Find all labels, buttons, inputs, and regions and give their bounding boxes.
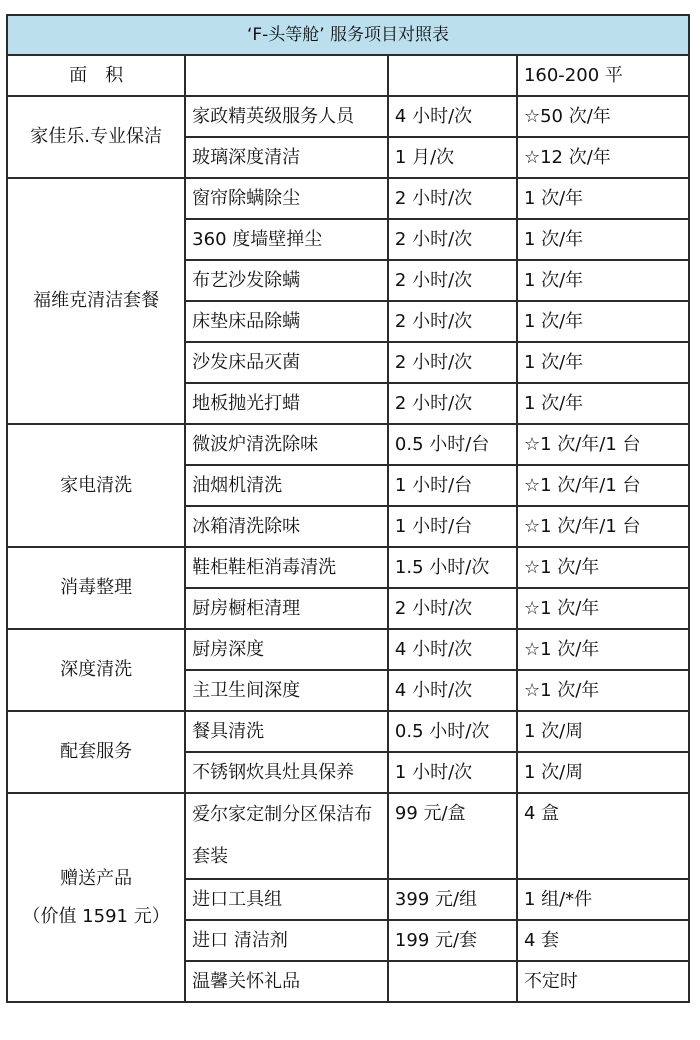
quantity-cell: 4 套 <box>517 920 689 961</box>
area-value: 160-200 平 <box>517 55 689 96</box>
frequency-cell: 2 小时/次 <box>388 588 517 629</box>
item-cell: 沙发床品灭菌 <box>185 342 388 383</box>
frequency-cell: 4 小时/次 <box>388 670 517 711</box>
table-title: ‘F-头等舱’ 服务项目对照表 <box>7 15 689 55</box>
quantity-cell: ☆50 次/年 <box>517 96 689 137</box>
table-row <box>7 96 689 137</box>
frequency-cell: 2 小时/次 <box>388 219 517 260</box>
quantity-cell: 1 次/年 <box>517 178 689 219</box>
quantity-cell: ☆12 次/年 <box>517 137 689 178</box>
quantity-cell: ☆1 次/年 <box>517 670 689 711</box>
item-cell: 微波炉清洗除味 <box>185 424 388 465</box>
item-cell: 布艺沙发除螨 <box>185 260 388 301</box>
frequency-cell: 2 小时/次 <box>388 301 517 342</box>
quantity-cell: 1 次/周 <box>517 752 689 793</box>
quantity-cell: ☆1 次/年/1 台 <box>517 424 689 465</box>
category-cell: 福维克清洁套餐 <box>7 178 185 424</box>
item-cell: 进口 清洁剂 <box>185 920 388 961</box>
category-cell: 深度清洗 <box>7 629 185 711</box>
frequency-cell: 2 小时/次 <box>388 342 517 383</box>
item-cell: 床垫床品除螨 <box>185 301 388 342</box>
price-cell: 99 元/盒 <box>388 793 517 879</box>
frequency-cell: 1 月/次 <box>388 137 517 178</box>
quantity-cell: ☆1 次/年/1 台 <box>517 506 689 547</box>
frequency-cell: 4 小时/次 <box>388 96 517 137</box>
frequency-cell: 1 小时/台 <box>388 465 517 506</box>
price-cell <box>388 961 517 1002</box>
item-cell: 进口工具组 <box>185 879 388 920</box>
table-row <box>7 178 689 219</box>
frequency-cell: 0.5 小时/次 <box>388 711 517 752</box>
item-cell: 360 度墙壁掸尘 <box>185 219 388 260</box>
quantity-cell: 1 次/年 <box>517 260 689 301</box>
quantity-cell: 1 组/*件 <box>517 879 689 920</box>
service-comparison-table <box>6 14 690 1003</box>
frequency-cell: 4 小时/次 <box>388 629 517 670</box>
quantity-cell: 1 次/年 <box>517 301 689 342</box>
quantity-cell: ☆1 次/年 <box>517 629 689 670</box>
frequency-cell: 2 小时/次 <box>388 178 517 219</box>
item-cell: 家政精英级服务人员 <box>185 96 388 137</box>
frequency-cell: 1 小时/台 <box>388 506 517 547</box>
quantity-cell: ☆1 次/年 <box>517 588 689 629</box>
item-cell: 不锈钢炊具灶具保养 <box>185 752 388 793</box>
price-cell: 199 元/套 <box>388 920 517 961</box>
gifts-value-label: （价值 1591 元） <box>22 905 170 927</box>
table-row <box>7 424 689 465</box>
table-row <box>7 629 689 670</box>
item-cell: 厨房深度 <box>185 629 388 670</box>
table-row <box>7 711 689 752</box>
service-table-container <box>6 14 690 1003</box>
frequency-cell: 2 小时/次 <box>388 260 517 301</box>
quantity-cell: 4 盒 <box>517 793 689 879</box>
quantity-cell: 1 次/年 <box>517 383 689 424</box>
frequency-cell: 0.5 小时/台 <box>388 424 517 465</box>
item-cell: 厨房橱柜清理 <box>185 588 388 629</box>
header-col2 <box>185 55 388 96</box>
table-row <box>7 547 689 588</box>
category-cell: 家电清洗 <box>7 424 185 547</box>
quantity-cell: 不定时 <box>517 961 689 1002</box>
item-cell: 地板抛光打蜡 <box>185 383 388 424</box>
item-cell: 餐具清洗 <box>185 711 388 752</box>
quantity-cell: ☆1 次/年 <box>517 547 689 588</box>
category-cell-gifts <box>7 793 185 1002</box>
frequency-cell: 1 小时/次 <box>388 752 517 793</box>
header-row <box>7 55 689 96</box>
price-cell: 399 元/组 <box>388 879 517 920</box>
gifts-category-label: 赠送产品 <box>60 868 133 890</box>
category-cell: 家佳乐.专业保洁 <box>7 96 185 178</box>
area-label: 面 积 <box>7 55 185 96</box>
header-col3 <box>388 55 517 96</box>
item-cell: 鞋柜鞋柜消毒清洗 <box>185 547 388 588</box>
category-cell: 消毒整理 <box>7 547 185 629</box>
quantity-cell: 1 次/年 <box>517 219 689 260</box>
item-cell: 主卫生间深度 <box>185 670 388 711</box>
quantity-cell: 1 次/周 <box>517 711 689 752</box>
item-cell: 冰箱清洗除味 <box>185 506 388 547</box>
category-cell: 配套服务 <box>7 711 185 793</box>
frequency-cell: 1.5 小时/次 <box>388 547 517 588</box>
frequency-cell: 2 小时/次 <box>388 383 517 424</box>
quantity-cell: ☆1 次/年/1 台 <box>517 465 689 506</box>
quantity-cell: 1 次/年 <box>517 342 689 383</box>
item-cell: 温馨关怀礼品 <box>185 961 388 1002</box>
table-row <box>7 793 689 879</box>
item-cell: 爱尔家定制分区保洁布套装 <box>185 793 388 879</box>
item-cell: 油烟机清洗 <box>185 465 388 506</box>
item-cell: 窗帘除螨除尘 <box>185 178 388 219</box>
item-cell: 玻璃深度清洁 <box>185 137 388 178</box>
